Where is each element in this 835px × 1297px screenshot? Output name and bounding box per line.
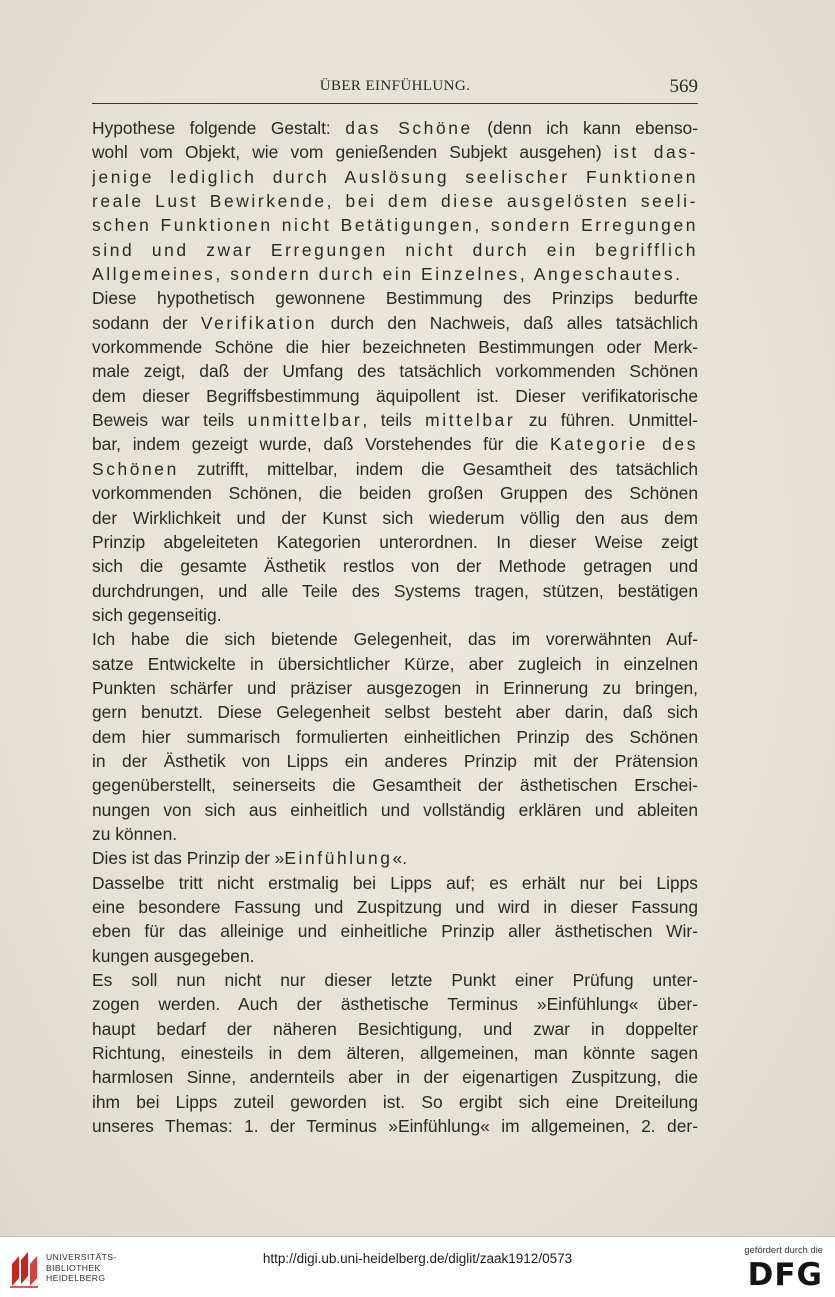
text-run: , teils — [362, 410, 426, 431]
text-run: kungen ausgegeben. — [92, 945, 255, 966]
text-run: zu führen. Unmittel- — [515, 410, 698, 431]
spaced-emphasis: schen Funktionen nicht Betätigungen, sondern Erregungen — [92, 215, 698, 236]
text-run: haupt bedarf der näheren Besichtigung, und zwar in doppelter — [92, 1018, 698, 1039]
text-run: harmlosen Sinne, andernteils aber in der eigenartigen Zuspitzung, die — [92, 1067, 698, 1088]
text-run: durch den Nachweis, daß alles tatsächlich — [317, 312, 698, 333]
permalink-url[interactable]: http://digi.ub.uni-heidelberg.de/diglit/zaak1912/0573 — [262, 1251, 573, 1266]
text-line — [92, 140, 698, 164]
spaced-emphasis: Allgemeines, sondern durch ein Einzelnes, Angeschautes. — [92, 264, 683, 285]
text-line — [92, 895, 698, 919]
text-line — [92, 1090, 698, 1114]
text-line — [92, 627, 698, 651]
text-line — [92, 749, 698, 773]
spaced-emphasis: sind und zwar Erregungen nicht durch ein begrifflich — [92, 239, 698, 260]
text-run: sich gegenseitig. — [92, 604, 222, 625]
text-run: vorkommenden Schönen, die beiden großen Gruppen des Schönen — [92, 483, 698, 504]
text-run: sich die gesamte Ästhetik restlos von der Methode getragen und — [92, 556, 698, 577]
text-run: Es soll nun nicht nur dieser letzte Punkt einer Prüfung unter- — [92, 970, 698, 991]
text-line — [92, 944, 698, 968]
text-line — [92, 652, 698, 676]
running-head — [92, 76, 698, 104]
text-run: Hypothese folgende Gestalt: — [92, 118, 346, 138]
text-line — [92, 530, 698, 554]
text-run: gern benutzt. Diese Gelegenheit selbst besteht aber darin, daß sich — [92, 702, 698, 723]
text-run: «. — [392, 848, 408, 869]
text-line — [92, 968, 698, 992]
text-run: Dasselbe tritt nicht erstmalig bei Lipps auf; es erhält nur bei Lipps — [92, 872, 698, 893]
text-line — [92, 1017, 698, 1041]
header-rule — [92, 103, 698, 104]
text-line — [92, 262, 698, 286]
text-run: vorkommende Schöne die hier bezeichneten Bestimmungen oder Merk- — [92, 337, 698, 358]
text-run: sodann der — [92, 312, 201, 333]
text-run: male zeigt, daß der Umfang des tatsächlich vorkommenden Schönen — [92, 361, 698, 382]
text-line — [92, 432, 698, 456]
text-line — [92, 700, 698, 724]
text-run: Prinzip abgeleiteten Kategorien unterordnen. In dieser Weise zeigt — [92, 531, 698, 552]
text-line — [92, 311, 698, 335]
text-run: unseres Themas: 1. der Terminus »Einfühlung« im allgemeinen, 2. der- — [92, 1116, 698, 1137]
text-line — [92, 116, 698, 140]
text-line — [92, 579, 698, 603]
text-line — [92, 506, 698, 530]
text-line — [92, 189, 698, 213]
funding-caption: gefördert durch die — [744, 1244, 823, 1255]
spaced-emphasis: jenige lediglich durch Auslösung seelischer Funktionen — [92, 166, 698, 187]
text-run: Dies ist das Prinzip der » — [92, 848, 285, 869]
text-run: gegenüberstellt, seinerseits die Gesamtheit der ästhetischen Erschei- — [92, 775, 698, 796]
text-line — [92, 846, 698, 870]
library-line-2: BIBLIOTHEK — [46, 1262, 101, 1273]
spaced-emphasis: das Schöne — [345, 118, 473, 138]
text-run: dem hier summarisch formulierten einheitlichen Prinzip des Schönen — [92, 726, 698, 747]
text-run: durchdrungen, und alle Teile des Systems tragen, stützen, bestätigen — [92, 580, 698, 601]
spaced-emphasis: Verifikation — [200, 312, 318, 333]
text-run: bar, indem gezeigt wurde, daß Vorstehendes für die — [92, 434, 551, 455]
text-line — [92, 457, 698, 481]
text-run: Diese hypothetisch gewonnene Bestimmung des Prinzips bedurfte — [92, 288, 698, 309]
text-run: dem dieser Begriffsbestimmung äquipollent ist. Dieser verifikatorische — [92, 385, 698, 406]
text-run: wohl vom Objekt, wie vom genießenden Subjekt ausgehen) — [92, 142, 614, 163]
text-line — [92, 335, 698, 359]
spaced-emphasis: unmittelbar — [247, 410, 363, 431]
text-line — [92, 286, 698, 310]
text-run: Richtung, einesteils in dem älteren, allgemeinen, man könnte sagen — [92, 1043, 698, 1064]
text-line — [92, 992, 698, 1016]
text-run: Ich habe die sich bietende Gelegenheit, das im vorerwähnten Auf- — [92, 629, 698, 650]
text-line — [92, 822, 698, 846]
spaced-emphasis: ist das- — [613, 142, 698, 163]
text-line — [92, 1114, 698, 1138]
text-line — [92, 481, 698, 505]
spaced-emphasis: Einfühlung — [284, 848, 393, 869]
text-line — [92, 213, 698, 237]
text-line — [92, 359, 698, 383]
text-line — [92, 165, 698, 189]
spaced-emphasis: mittelbar — [425, 410, 516, 431]
running-title: ÜBER EINFÜHLUNG. — [319, 78, 471, 94]
text-line — [92, 1065, 698, 1089]
text-run: zutrifft, mittelbar, indem die Gesamtheit des tatsächlich — [178, 458, 698, 479]
text-run: eine besondere Fassung und Zuspitzung und wird in dieser Fassung — [92, 897, 698, 917]
page-number: 569 — [669, 76, 698, 97]
footer-bar — [0, 1236, 835, 1297]
text-line — [92, 554, 698, 578]
text-run: nungen von sich aus einheitlich und vollständig erklären und ableiten — [92, 799, 698, 820]
text-line — [92, 798, 698, 822]
text-line — [92, 725, 698, 749]
text-line — [92, 773, 698, 797]
text-line — [92, 238, 698, 262]
text-run: eben für das alleinige und einheitliche Prinzip aller ästhetischen Wir- — [92, 921, 698, 942]
text-run: zogen werden. Auch der ästhetische Terminus »Einfühlung« über- — [92, 994, 698, 1015]
text-run: Beweis war teils — [92, 410, 248, 431]
text-run: satze Entwickelte in übersichtlicher Kürze, aber zugleich in einzelnen — [92, 653, 698, 674]
text-run: (denn ich kann ebenso- — [472, 118, 698, 138]
text-run: zu können. — [92, 823, 178, 844]
text-line — [92, 603, 698, 627]
library-line-3: HEIDELBERG — [46, 1273, 106, 1283]
text-line — [92, 919, 698, 943]
text-line — [92, 871, 698, 895]
body-text — [92, 116, 698, 1138]
spaced-emphasis: Schönen — [92, 458, 179, 479]
text-line — [92, 384, 698, 408]
text-line — [92, 408, 698, 432]
dfg-logo[interactable]: DFG — [747, 1257, 823, 1293]
text-run: ihm bei Lipps zuteil geworden ist. So ergibt sich eine Dreiteilung — [92, 1091, 698, 1112]
text-run: in der Ästhetik von Lipps ein anderes Prinzip mit der Prätension — [92, 750, 698, 771]
text-line — [92, 1041, 698, 1065]
text-line — [92, 676, 698, 700]
spaced-emphasis: Kategorie des — [550, 434, 698, 455]
text-run: Punkten schärfer und präziser ausgezogen in Erinnerung zu bringen, — [92, 677, 698, 698]
library-line-1: UNIVERSITÄTS- — [46, 1252, 117, 1262]
text-run: der Wirklichkeit und der Kunst sich wiederum völlig den aus dem — [92, 507, 698, 528]
spaced-emphasis: reale Lust Bewirkende, bei dem diese ausgelösten seeli- — [92, 191, 698, 212]
